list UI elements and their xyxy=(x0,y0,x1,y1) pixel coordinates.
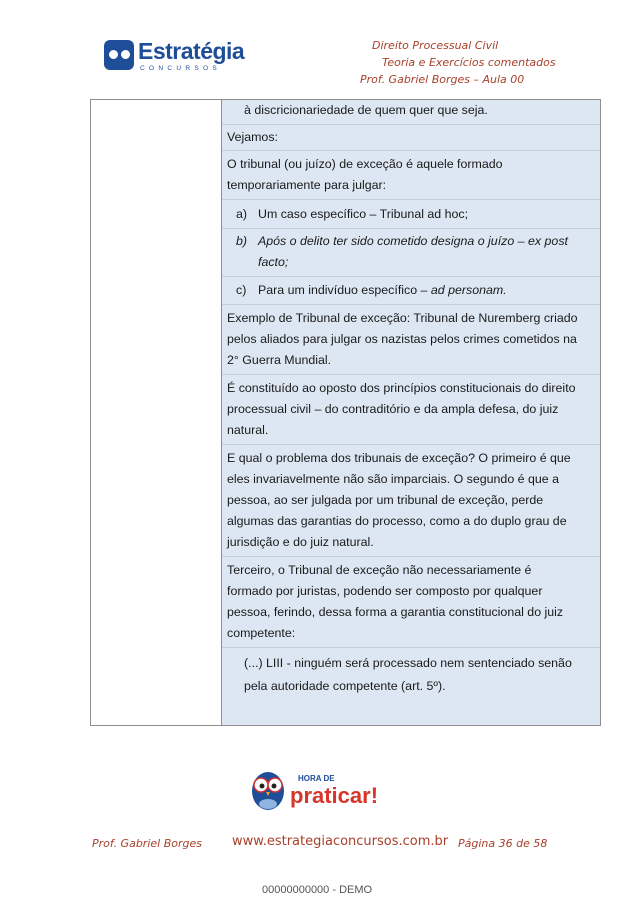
header-course: Teoria e Exercícios comentados xyxy=(382,56,556,69)
left-column xyxy=(91,100,222,725)
list-item-c: c) Para um indivíduo específico – ad personam. xyxy=(236,283,507,297)
quote-line1: (...) LIII - ninguém será processado nem sentenciado senão xyxy=(244,656,572,670)
paragraph-problem-line4: algumas das garantias do processo, como a do duplo grau de xyxy=(227,514,567,528)
separator xyxy=(222,150,600,151)
paragraph-opposite-line1: É constituído ao oposto dos princípios constitucionais do direito xyxy=(227,381,576,395)
separator xyxy=(222,556,600,557)
logo-brand-text: Estratégia xyxy=(138,38,245,64)
paragraph-problem-line5: jurisdição e do juiz natural. xyxy=(227,535,374,549)
separator xyxy=(222,199,600,200)
paragraph-problem-line2: eles invariavelmente não são imparciais. O segundo é que a xyxy=(227,472,559,486)
footer-author: Prof. Gabriel Borges xyxy=(92,837,202,850)
logo-sub-text: CONCURSOS xyxy=(140,65,221,72)
estrategia-logo xyxy=(104,38,245,74)
paragraph-definition-line2: temporariamente para julgar: xyxy=(227,178,387,192)
hora-de-praticar-badge xyxy=(246,763,396,813)
demo-watermark: 00000000000 - DEMO xyxy=(262,884,373,896)
right-column xyxy=(222,100,600,725)
header-subject: Direito Processual Civil xyxy=(372,39,499,52)
footer-page-number: Página 36 de 58 xyxy=(458,837,548,850)
badge-top-text: HORA DE xyxy=(298,774,335,783)
paragraph-example-line2: pelos aliados para julgar os nazistas pelos crimes cometidos na xyxy=(227,332,577,346)
paragraph-opposite-line3: natural. xyxy=(227,423,269,437)
paragraph-third-line4: competente: xyxy=(227,626,296,640)
paragraph-problem-line3: pessoa, ao ser julgada por um tribunal de exceção, perde xyxy=(227,493,544,507)
paragraph-example-line3: 2° Guerra Mundial. xyxy=(227,353,332,367)
list-item-a: a) Um caso específico – Tribunal ad hoc; xyxy=(236,207,469,221)
paragraph-third-line1: Terceiro, o Tribunal de exceção não necessariamente é xyxy=(227,563,532,577)
paragraph-opposite-line2: processual civil – do contraditório e da ampla defesa, do juiz xyxy=(227,402,559,416)
separator xyxy=(222,444,600,445)
content-table xyxy=(90,99,601,726)
paragraph-third-line3: pessoa, ferindo, dessa forma a garantia constitucional do juiz xyxy=(227,605,564,619)
footer-url[interactable]: www.estrategiaconcursos.com.br xyxy=(232,834,449,849)
paragraph-problem-line1: E qual o problema dos tribunais de exceção? O primeiro é que xyxy=(227,451,571,465)
separator xyxy=(222,304,600,305)
separator xyxy=(222,124,600,125)
header-teacher: Prof. Gabriel Borges – Aula 00 xyxy=(360,73,525,86)
list-item-b-continued: facto; xyxy=(258,255,289,269)
paragraph-vejamos: Vejamos: xyxy=(227,130,278,144)
paragraph-definition-line1: O tribunal (ou juízo) de exceção é aquele formado xyxy=(227,157,503,171)
list-item-b: b) Após o delito ter sido cometido designa o juízo – ex post xyxy=(236,234,568,248)
separator xyxy=(222,374,600,375)
owl-mascot-icon xyxy=(252,772,284,810)
quote-line2: pela autoridade competente (art. 5º). xyxy=(244,679,446,693)
separator xyxy=(222,647,600,648)
badge-main-text: praticar! xyxy=(290,783,379,808)
owl-logo-icon xyxy=(104,40,134,70)
separator xyxy=(222,276,600,277)
paragraph-third-line2: formado por juristas, podendo ser composto por qualquer xyxy=(227,584,543,598)
paragraph-intro: à discricionariedade de quem quer que seja. xyxy=(244,103,488,117)
paragraph-example-line1: Exemplo de Tribunal de exceção: Tribunal de Nuremberg criado xyxy=(227,311,578,325)
separator xyxy=(222,228,600,229)
